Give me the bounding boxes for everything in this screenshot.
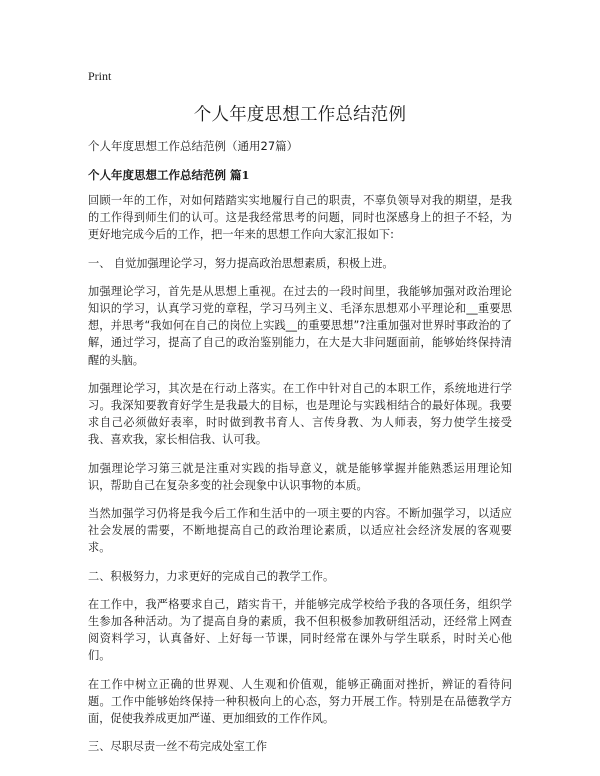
print-label: Print [88,69,112,83]
paragraph-theory-first: 加强理论学习，首先是从思想上重视。在过去的一段时间里，我能够加强对政治理论知识的学习，认真学习党的章程，学习马列主义、毛泽东思想邓小平理论和__重要思想，并思考“我如何在自己的岗位上实践__的重要思想”?注重加强对世界时事政治的了解，通过学习，提高了自己的政治鉴别能力，在大是大非问题面前，能够始终保持清醒的头脑。 [88,284,512,367]
paragraph-theory-second: 加强理论学习，其次是在行动上落实。在工作中针对自己的本职工作，系统地进行学习。我深知要教育好学生是我最大的目标，也是理论与实践相结合的最好体现。我要求自己必须做好表率，时时做到教书育人、言传身教、为人师表，努力使学生接受我、喜欢我，家长相信我、认可我。 [88,381,512,447]
paragraph-intro: 回顾一年的工作，对如何踏踏实实地履行自己的职责，不辜负领导对我的期望，是我的工作得到师生们的认可。这是我经常思考的问题，同时也深感身上的担子不轻，为更好地完成今后的工作，把一年来的思想工作向大家汇报如下: [88,194,512,242]
paragraph-theory-ongoing: 当然加强学习仍将是我今后工作和生活中的一项主要的内容。不断加强学习，以适应社会发展的需要，不断地提高自己的政治理论素质，以适应社会经济发展的客观要求。 [88,507,512,555]
paragraph-heading-3: 三、尽职尽责一丝不苟完成处室工作 [88,740,268,754]
document-subtitle: 个人年度思想工作总结范例（通用27篇） [88,139,299,153]
paragraph-theory-third: 加强理论学习第三就是注重对实践的指导意义，就是能够掌握并能熟悉运用理论知识，帮助自己在复杂多变的社会现象中认识事物的本质。 [88,461,512,492]
paragraph-heading-1: 一、 自觉加强理论学习，努力提高政治思想素质，积极上进。 [88,256,394,270]
paragraph-heading-2: 二、积极努力，力求更好的完成自己的教学工作。 [88,569,335,583]
section-heading: 个人年度思想工作总结范例 篇1 [88,168,250,182]
paragraph-worldview: 在工作中树立正确的世界观、人生观和价值观，能够正确面对挫折，辨证的看待问题。工作中能够始终保持一种积极向上的心态，努力开展工作。特别是在品德教学方面，促使我养成更加严谨、更加细致的工作作风。 [88,677,512,726]
paragraph-teaching-work: 在工作中，我严格要求自己，踏实肯干，并能够完成学校给予我的各项任务，组织学生参加各种活动。为了提高自身的素质，我不但积极参加教研组活动，还经常上网查阅资料学习，认真备好、上好每一节课，同时经常在课外与学生联系，时时关心他们。 [88,597,512,663]
document-title: 个人年度思想工作总结范例 [193,105,407,125]
